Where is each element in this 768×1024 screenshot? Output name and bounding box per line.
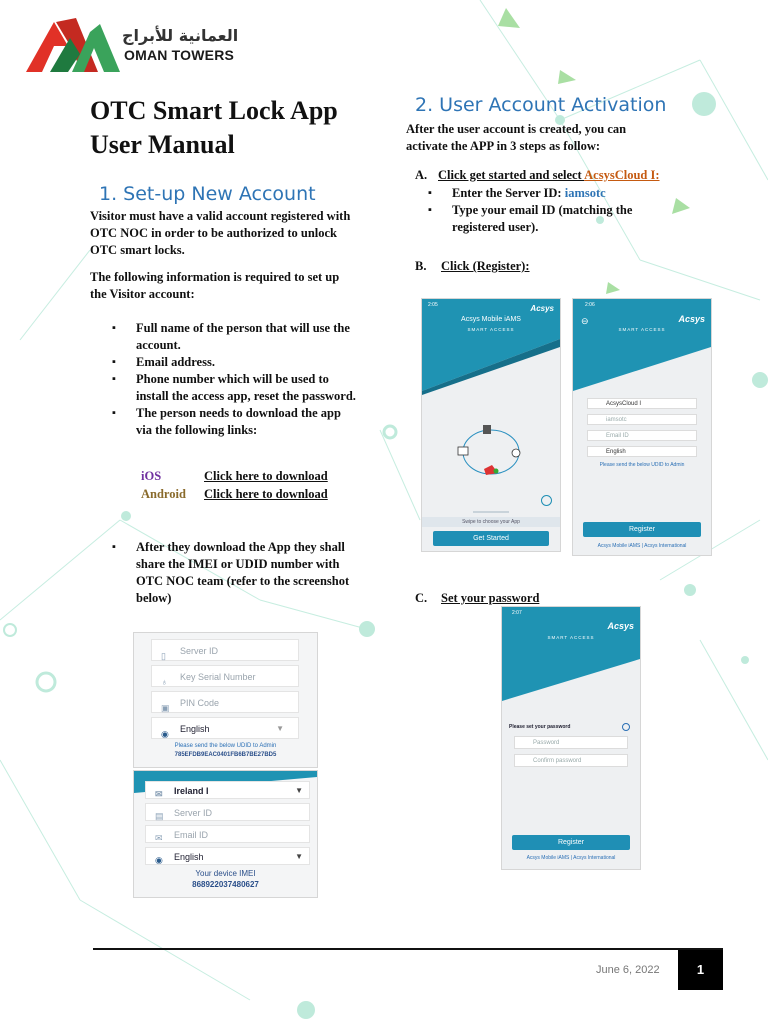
section-1-heading: 1. Set-up New Account	[99, 183, 316, 205]
get-started-button[interactable]: Get Started	[433, 531, 549, 546]
udid-screenshot	[133, 632, 318, 768]
title-line-1: OTC Smart Lock App	[90, 96, 338, 125]
section-2-intro: After the user account is created, you can activate the APP in 3 steps as follow:	[406, 122, 627, 153]
imei-label: Your device IMEI	[195, 869, 256, 878]
footer-date: June 6, 2022	[596, 964, 660, 976]
key-serial-field: ♁ Key Serial Number	[151, 665, 299, 687]
header-band	[422, 299, 560, 395]
check-icon	[541, 495, 552, 506]
android-download-link[interactable]: Click here to download	[204, 487, 328, 501]
cloud-select: ✉ Ireland I ▼	[145, 781, 310, 799]
server-id-step: ▪ Enter the Server ID: iamsotc	[428, 185, 678, 202]
server-icon: ▤	[155, 811, 164, 821]
app-title: Acsys Mobile iAMS	[461, 316, 521, 323]
globe-icon: ◉	[161, 729, 169, 739]
step-c-text: Set your password	[441, 591, 540, 605]
document-title	[90, 94, 380, 162]
pin-code-field: ▣ PIN Code	[151, 691, 299, 713]
step-c-letter: C.	[415, 591, 428, 605]
password-field[interactable]: Password	[514, 736, 628, 749]
cloud-select[interactable]: AcsysCloud I	[587, 398, 697, 409]
app-subtitle: SMART ACCESS	[547, 635, 595, 640]
app-subtitle: SMART ACCESS	[467, 327, 515, 332]
info-icon[interactable]	[622, 723, 630, 731]
phone-register-screen	[572, 298, 712, 556]
server-id-value: iamsotc	[564, 186, 606, 200]
imei-value: 868922037480627	[192, 880, 259, 889]
language-select[interactable]: English	[587, 446, 697, 457]
email-field: ✉ Email ID	[145, 825, 310, 843]
ios-label: iOS	[141, 469, 162, 483]
phone-get-started-screen	[421, 298, 561, 552]
email-field[interactable]: Email ID	[587, 430, 697, 441]
acsys-logo: Acsys	[530, 304, 554, 313]
udid-note: Please send the below UDID to Admin	[174, 743, 277, 749]
udid-note: Please send the below UDID to Admin	[599, 462, 685, 468]
requirement-item: ▪ Phone number which will be used to install the access app, reset the password.	[112, 371, 357, 405]
phone-footer: Acsys Mobile iAMS | Acsys International	[526, 855, 616, 861]
step-a-text: Click get started and select	[438, 168, 585, 182]
mail-icon: ✉	[155, 833, 163, 843]
status-time: 2:07	[512, 610, 522, 616]
acsys-logo: Acsys	[678, 314, 705, 324]
step-a-letter: A.	[415, 168, 428, 182]
confirm-password-field[interactable]: Confirm password	[514, 754, 628, 767]
status-time: 2:06	[585, 302, 595, 308]
title-line-2: User Manual	[90, 130, 235, 159]
ios-download-link[interactable]: Click here to download	[204, 469, 328, 483]
imei-screenshot	[133, 770, 318, 898]
language-select: ◉ English ▼	[145, 847, 310, 865]
key-icon: ♁	[161, 677, 168, 687]
globe-icon: ◉	[155, 855, 163, 865]
step-a-list	[428, 185, 678, 236]
share-imei-item: ▪ After they download the App they shall share the IMEI or UDID number with OTC NOC team (refer to the screenshot below)	[112, 539, 357, 607]
status-time: 2:05	[428, 302, 438, 308]
server-icon: ▯	[161, 651, 166, 661]
requirements-list	[112, 320, 357, 439]
footer-divider	[93, 948, 723, 950]
smart-lock-illustration	[456, 425, 526, 479]
lock-icon: ▣	[161, 703, 170, 713]
server-id-field: ▤ Server ID	[145, 803, 310, 821]
udid-value: 785EFDB9EAC0401FB6B7BE27BD5	[174, 752, 277, 758]
requirement-item: ▪ The person needs to download the app via the following links:	[112, 405, 357, 439]
requirement-item: ▪ Email address.	[112, 354, 357, 371]
section-1-intro	[90, 208, 355, 303]
register-button[interactable]: Register	[512, 835, 630, 850]
cloud-icon: ✉	[155, 789, 163, 799]
acsyscloud-link: AcsysCloud I:	[584, 168, 660, 182]
back-icon[interactable]: ⊖	[581, 316, 589, 326]
section-1-para-2: The following information is required to set up the Visitor account:	[90, 270, 340, 301]
password-prompt: Please set your password	[509, 724, 571, 730]
register-button[interactable]: Register	[583, 522, 701, 537]
phone-set-password-screen	[501, 606, 641, 870]
step-b-letter: B.	[415, 259, 427, 273]
requirement-item: ▪ Full name of the person that will use the account.	[112, 320, 357, 354]
swipe-hint: Swipe to choose your App	[422, 517, 560, 527]
app-subtitle: SMART ACCESS	[618, 327, 666, 332]
step-a	[438, 167, 683, 184]
chevron-down-icon: ▼	[295, 852, 303, 861]
android-label: Android	[141, 487, 186, 501]
server-id-field: ▯ Server ID	[151, 639, 299, 661]
logo-english-text: OMAN TOWERS	[124, 47, 235, 63]
acsys-logo: Acsys	[607, 621, 634, 631]
section-1-para-1: Visitor must have a valid account registered with OTC NOC in order to be authorized to unlock OTC smart locks.	[90, 209, 351, 257]
step-b-text: Click (Register):	[441, 259, 530, 273]
chevron-down-icon: ▼	[276, 724, 284, 733]
section-2-heading: 2. User Account Activation	[415, 94, 667, 116]
email-step: ▪ Type your email ID (matching the registered user).	[428, 202, 678, 236]
phone-footer: Acsys Mobile iAMS | Acsys International	[597, 543, 687, 549]
oman-towers-logo-icon	[24, 14, 122, 74]
logo-arabic-text: العمانية للأبراج	[122, 26, 239, 45]
after-download-list	[112, 539, 357, 607]
chevron-down-icon: ▼	[295, 786, 303, 795]
server-id-field[interactable]: iamsotc	[587, 414, 697, 425]
language-select: ◉ English ▼	[151, 717, 299, 739]
page-number: 1	[678, 950, 723, 990]
pager-dots	[473, 511, 509, 513]
